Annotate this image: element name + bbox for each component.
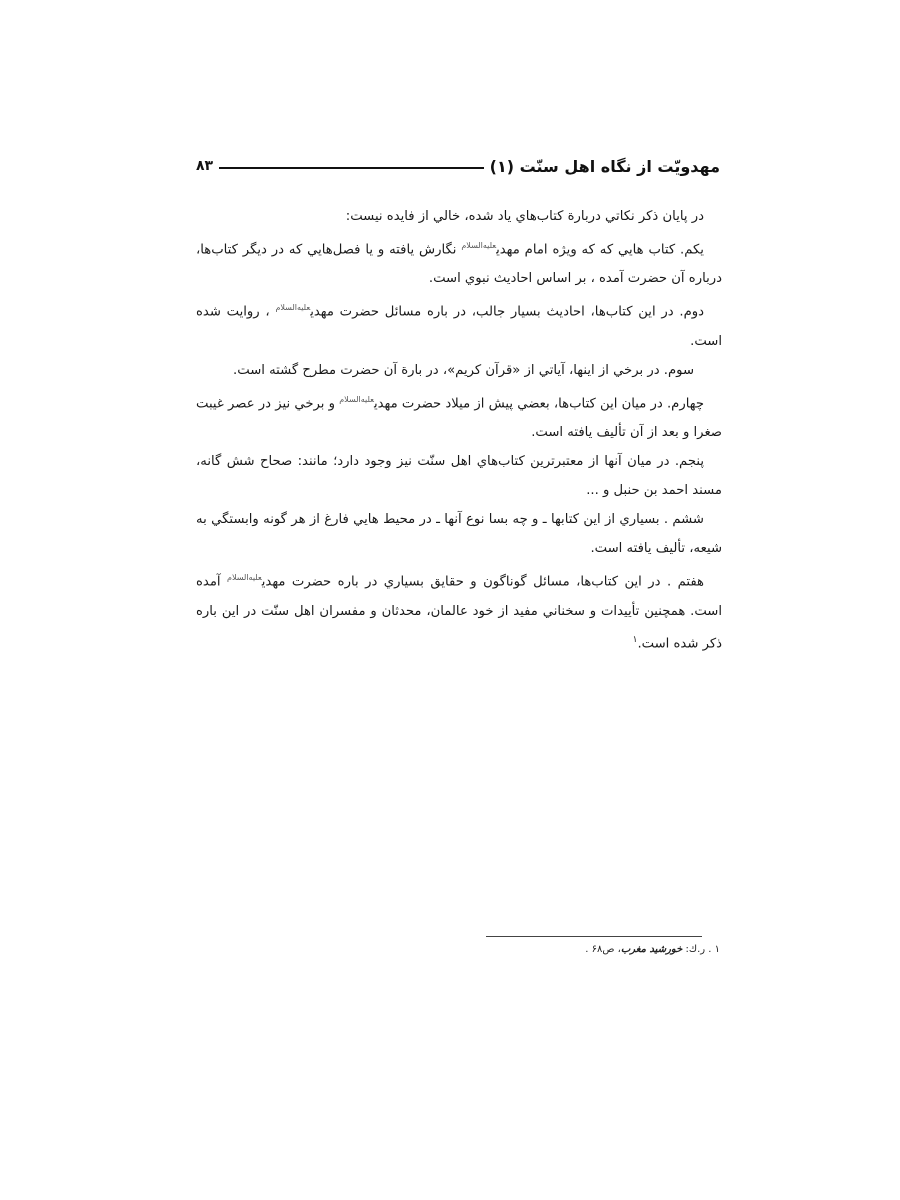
- paragraph-text: چهارم. در ميان اين كتاب‌ها، بعضي پيش از ميلاد حضرت مهدي: [373, 396, 704, 412]
- honorific-mark: عليه‌السلام: [461, 241, 497, 250]
- paragraph-second: [196, 293, 722, 355]
- paragraph-text: هفتم . در اين كتاب‌ها، مسائل گوناگون و حقايق بسياري در باره حضرت مهدي: [261, 574, 704, 590]
- paragraph-text: ، روايت شده است.: [196, 304, 722, 349]
- footnote-number: ۱ .: [708, 944, 720, 955]
- footnote-book-title: خورشيد مغرب: [620, 944, 683, 955]
- paragraph-text: نگارش يافته و يا فصل‌هايي كه در ديگر كتاب‌ها، درباره آن حضرت آمده ، بر اساس احاديث نبوي است.: [196, 242, 722, 287]
- paragraph-intro: در پايان ذكر نكاتي دربارة كتاب‌هاي ياد شده، خالي از فايده نيست:: [345, 209, 704, 224]
- footnote-suffix: ، ص۶۸ .: [585, 944, 621, 955]
- paragraph-first: [196, 231, 722, 293]
- paragraph-text: يكم. كتاب هايي كه كه ويژه امام مهدي: [496, 242, 704, 258]
- paragraph-fifth: پنجم. در ميان آنها از معتبرترين كتاب‌هاي اهل سنّت نيز وجود دارد؛ مانند: صحاح شش گانه، مسند احمد بن حنبل و ...: [196, 454, 722, 499]
- paragraph-text: دوم. در اين كتاب‌ها، احاديث بسيار جالب، در باره مسائل حضرت مهدي: [310, 304, 704, 320]
- paragraph-fourth: [196, 385, 722, 447]
- running-header: [196, 152, 720, 180]
- footnote-prefix: ر.ك:: [685, 944, 706, 955]
- honorific-mark: عليه‌السلام: [275, 303, 311, 313]
- footnote: [480, 944, 720, 955]
- honorific-mark: عليه‌السلام: [339, 394, 374, 404]
- paragraph-third: سوم. در برخي از اينها، آياتي از «قرآن كريم»، در بارة آن حضرت مطرح گشته است.: [233, 362, 694, 378]
- running-header-title: مهدويّت از نگاه اهل سنّت (۱): [489, 156, 720, 176]
- header-rule: [219, 167, 484, 169]
- paragraph-text: آمده است. همچنين تأييدات و سخناني مفيد از خود عالمان، محدثان و مفسران اهل سنّت در اين باره ذكر شده است.: [196, 574, 722, 651]
- paragraph-sixth: ششم . بسياري از اين كتابها ـ و چه بسا نوع آنها ـ در محيط هايي فارغ از هر گونه وابستگي به شيعه، تأليف يافته است.: [196, 512, 722, 557]
- footnote-reference[interactable]: ۱: [632, 634, 638, 645]
- footnote-divider: [486, 936, 702, 937]
- honorific-mark: عليه‌السلام: [227, 573, 262, 583]
- paragraph-text: و برخي نيز در عصر غيبت صغرا و بعد از آن تأليف يافته است.: [196, 396, 722, 441]
- body-text: [196, 202, 722, 658]
- paragraph-seventh: [196, 563, 722, 658]
- page-number: ۸۳: [196, 158, 214, 174]
